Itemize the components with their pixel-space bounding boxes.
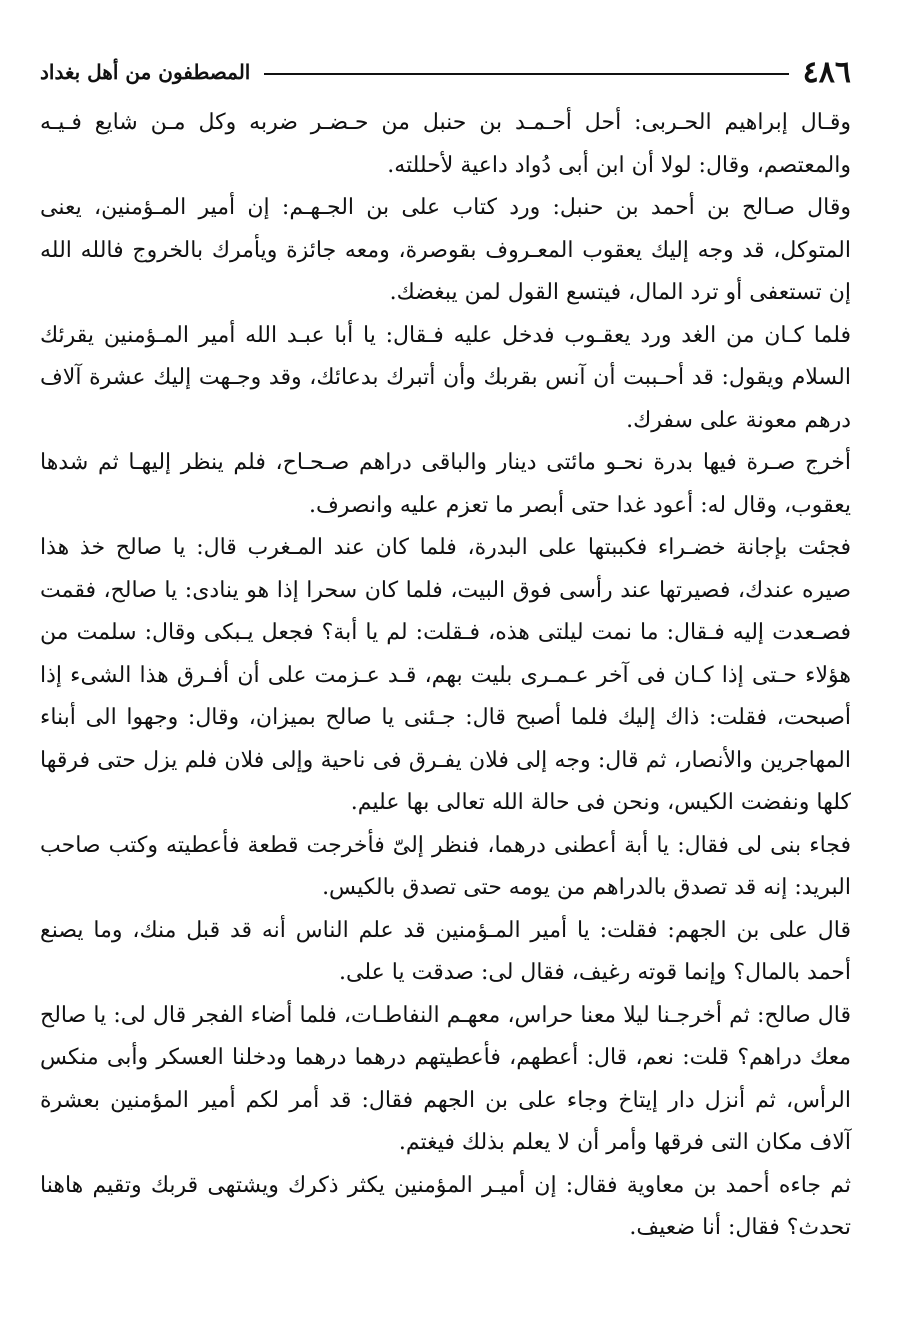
paragraph: ثم جاءه أحمد بن معاوية فقال: إن أميـر المؤمنين يكثر ذكرك ويشتهى قربك وتقيم هاهنا تحدث؟ فقال: أنا ضعيف. xyxy=(40,1172,851,1240)
paragraph: فجاء بنى لى فقال: يا أبة أعطنى درهما، فنظر إلىّ فأخرجت قطعة فأعطيته وكتب صاحب البريد: إنه قد تصدق بالدراهم من يومه حتى تصدق بالكيس. xyxy=(40,832,851,900)
body-text xyxy=(40,102,851,1250)
paragraph: وقـال إبراهيم الحـربى: أحل أحـمـد بن حنبل من حـضـر ضربه وكل مـن شايع فـيـه والمعتصم، وقال: لولا أن ابن أبى دُواد داعية لأحللته. xyxy=(40,110,851,178)
running-title: المصطفون من أهل بغداد xyxy=(40,60,251,84)
header-rule xyxy=(264,73,788,75)
paragraph: وقال صـالح بن أحمد بن حنبل: ورد كتاب على بن الجـهـم: إن أمير المـؤمنين، يعنى المتوكل، قد وجه إليك يعقوب المعـروف بقوصرة، ومعه جائزة ويأمرك بالخروج فالله الله إن تستعفى أو ترد المال، فيتسع القول لمن يبغضك. xyxy=(40,195,851,305)
paragraph: أخرج صـرة فيها بدرة نحـو مائتى دينار والباقى دراهم صـحـاح، فلم ينظر إليهـا ثم شدها يعقوب، وقال له: أعود غدا حتى أبصر ما تعزم عليه وانصرف. xyxy=(40,450,851,518)
paragraph: قال على بن الجهم: فقلت: يا أمير المـؤمنين قد علم الناس أنه قد قبل منك، وما يصنع أحمد بالمال؟ وإنما قوته رغيف، فقال لى: صدقت يا على. xyxy=(40,917,851,985)
page-header xyxy=(40,50,851,94)
paragraph: فلما كـان من الغد ورد يعقـوب فدخل عليه فـقال: يا أبا عبـد الله أمير المـؤمنين يقرئك السلام ويقول: قد أحـببت أن آنس بقربك وأن أتبرك بدعائك، وقد وجـهت إليك عشرة آلاف درهم معونة على سفرك. xyxy=(40,322,851,433)
page-number: ٤٨٦ xyxy=(802,54,851,90)
paragraph: قال صالح: ثم أخرجـنا ليلا معنا حراس، معهـم النفاطـات، فلما أضاء الفجر قال لى: يا صالح معك دراهم؟ قلت: نعم، قال: أعطهم، فأعطيتهم درهما درهما ودخلنا العسكر وأبى منكس الرأس، ثم أنزل دار إيتاخ وجاء على بن الجهم فقال: قد أمر لكم أمير المؤمنين بعشرة آلاف مكان التى فرقها وأمر أن لا يعلم بذلك فيغتم. xyxy=(40,1002,851,1155)
paragraph: فجئت بإجانة خضـراء فكببتها على البدرة، فلما كان عند المـغرب قال: يا صالح خذ هذا صيره عندك، فصيرتها عند رأسى فوق البيت، فلما كان سحرا إذا هو ينادى: يا صالح، فقمت فصـعدت إليه فـقال: ما نمت ليلتى هذه، فـقلت: لم يا أبة؟ فجعل يـبكى وقال: سلمت من هؤلاء حـتى إذا كـان فى آخر عـمـرى بليت بهم، قـد عـزمت على أن أفـرق هذا الشىء إذا أصبحت، فقلت: ذاك إليك فلما أصبح قال: جـئنى يا صالح بميزان، وقال: وجهوا الى أبناء المهاجرين والأنصار، ثم قال: وجه إلى فلان يفـرق فى ناحية وإلى فلان فلم يزل حتى فرقها كلها ونفضت الكيس، ونحن فى حالة الله تعالى بها عليم. xyxy=(40,535,852,815)
